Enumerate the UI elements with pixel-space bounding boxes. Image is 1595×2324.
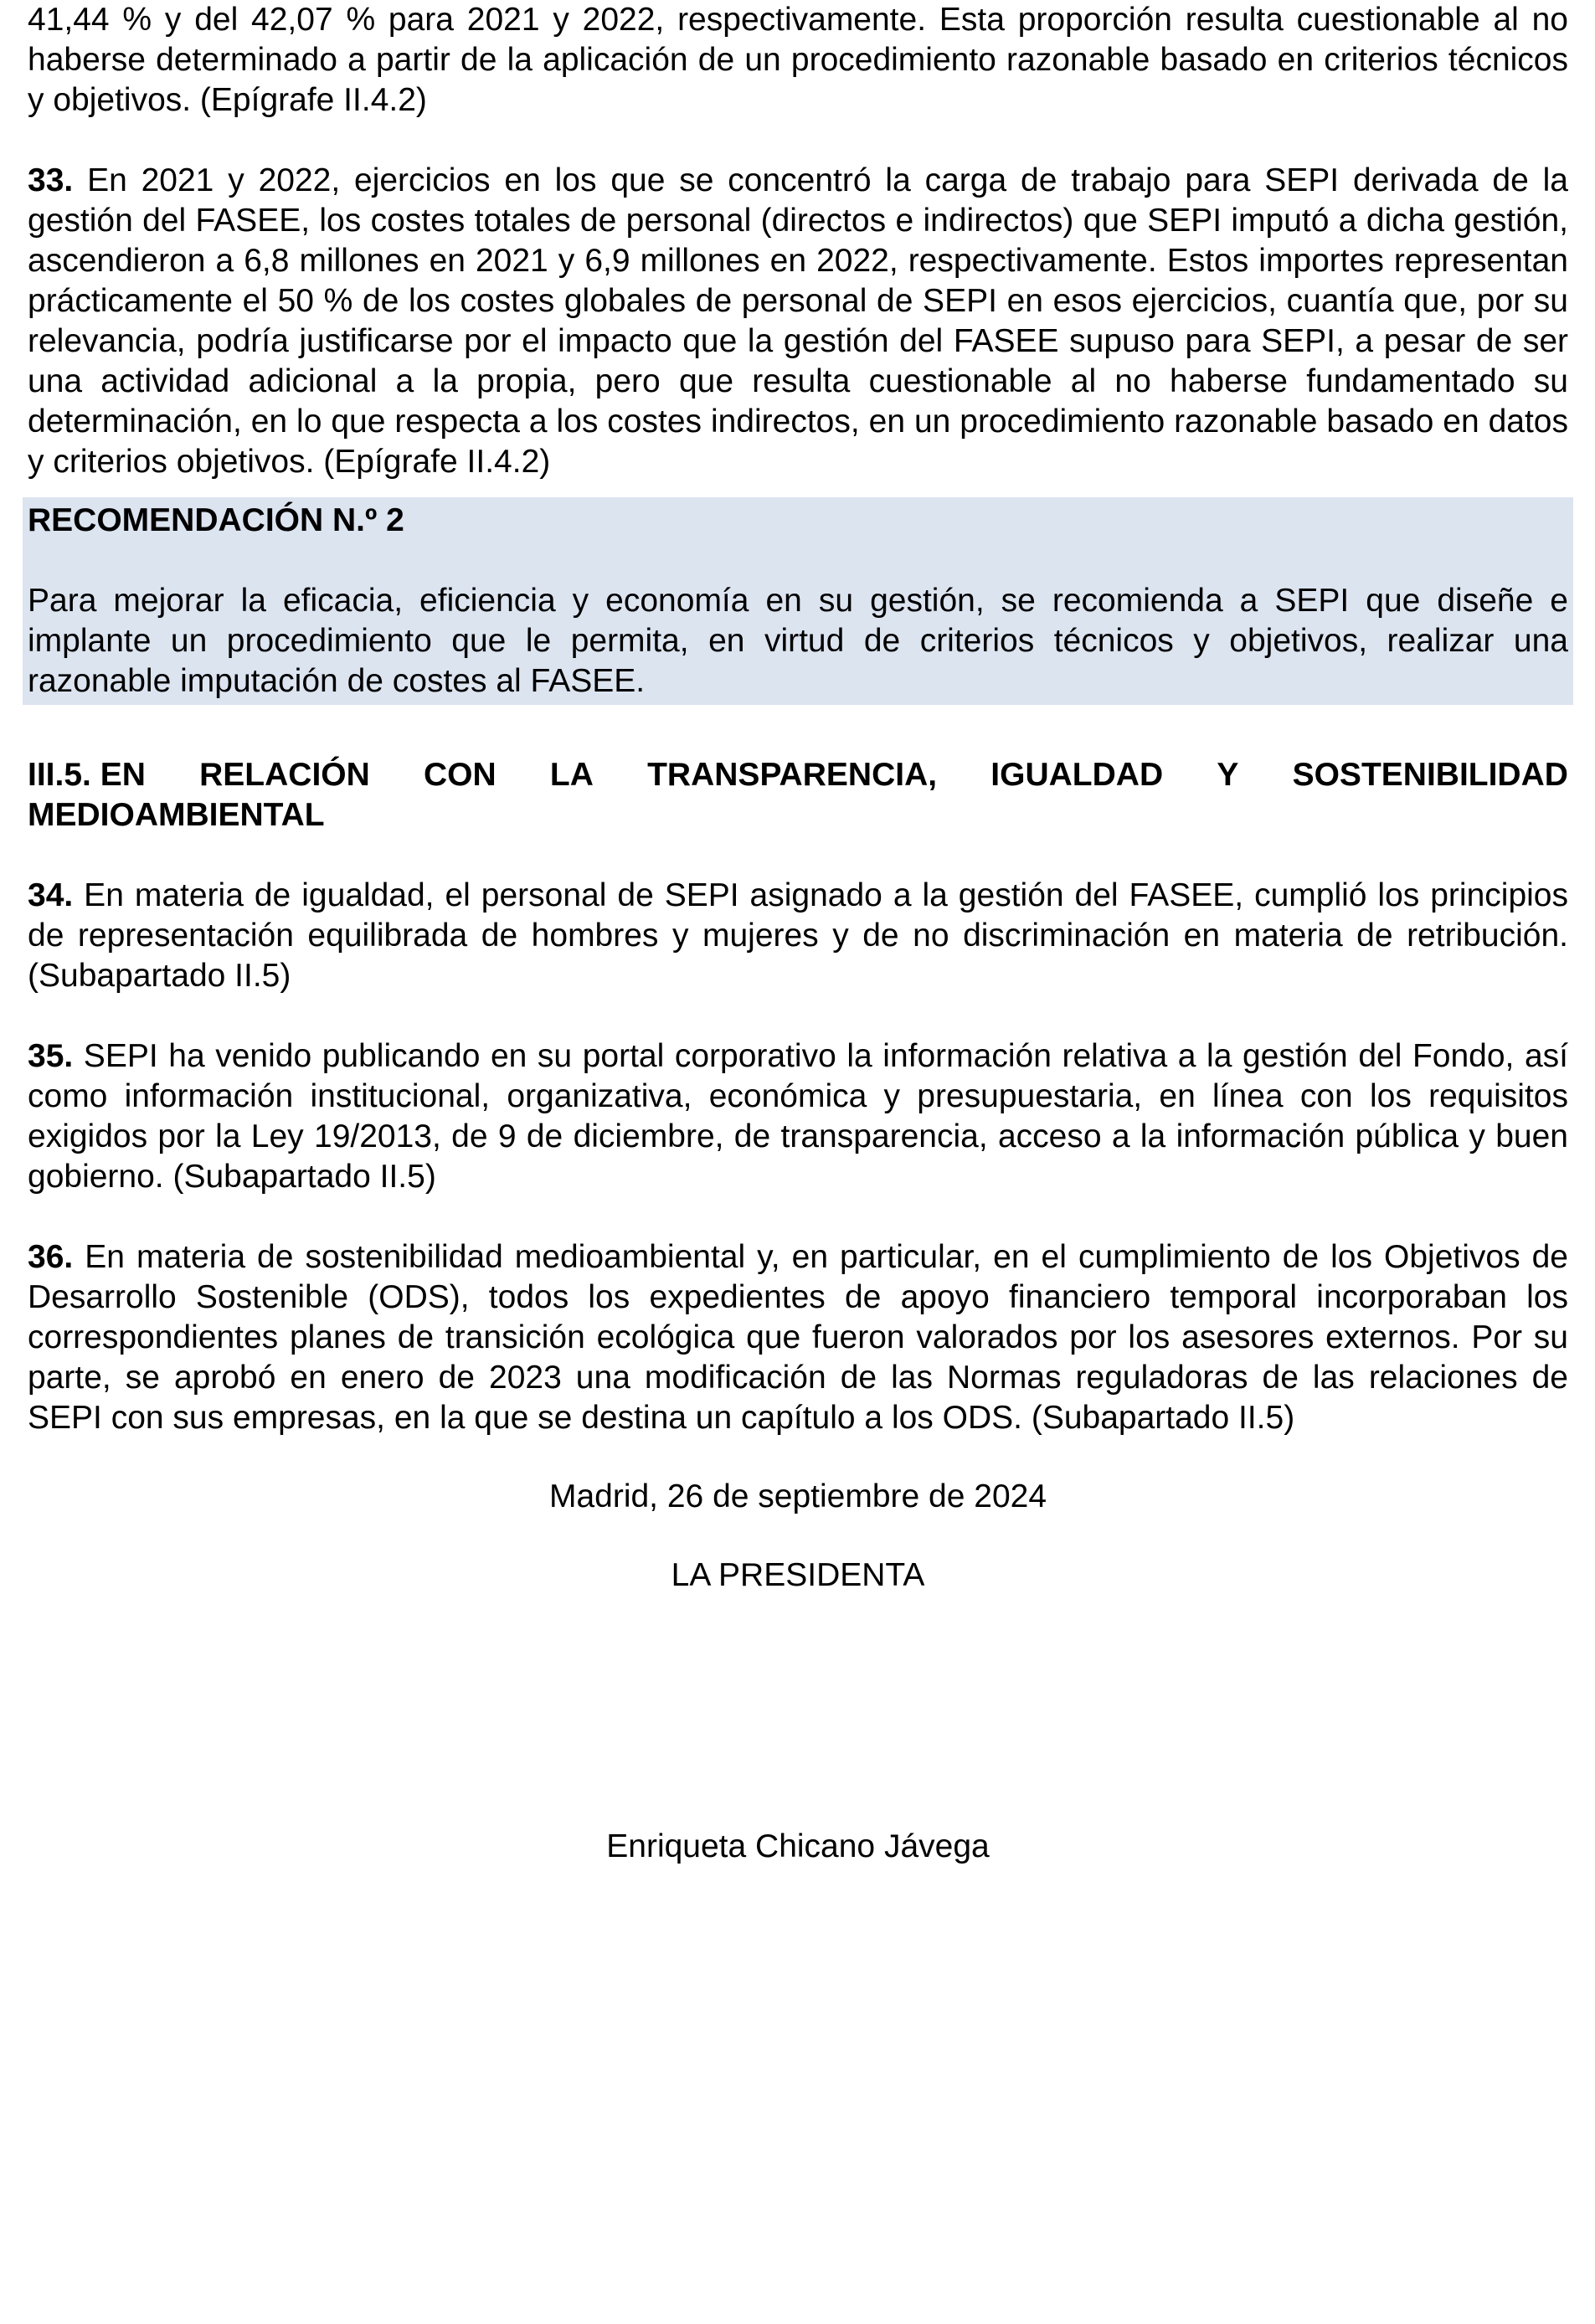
- paragraph-34: [28, 876, 1568, 996]
- place-date: Madrid, 26 de septiembre de 2024: [548, 1478, 1047, 1514]
- heading-word: CON: [424, 757, 497, 793]
- recommendation-box: [23, 497, 1573, 705]
- intro-paragraph: 41,44 % y del 42,07 % para 2021 y 2022, respectivamente. Esta proporción resulta cuestionable al no haberse determinado a partir de la aplicación de un procedimiento razonable basado en criterios técnicos y objetivos. (Epígrafe II.4.2): [28, 2, 1568, 118]
- heading-word: SOSTENIBILIDAD: [1292, 757, 1568, 793]
- recommendation-text: Para mejorar la eficacia, eficiencia y economía en su gestión, se recomienda a SEPI que diseñe e implante un procedimiento que le permita, en virtud de criterios técnicos y objetivos, realizar una razonable imputación de costes al FASEE.: [28, 583, 1568, 699]
- signatory-role: LA PRESIDENTA: [671, 1557, 925, 1593]
- paragraph-number: 34.: [28, 877, 74, 913]
- heading-word: LA: [549, 757, 594, 793]
- heading-word: III.5. EN: [28, 757, 146, 793]
- heading-word: RELACIÓN: [199, 757, 370, 793]
- heading-word: IGUALDAD: [990, 757, 1164, 793]
- heading-word: Y: [1217, 757, 1239, 793]
- section-heading-line2: MEDIOAMBIENTAL: [28, 797, 325, 833]
- paragraph-text: En 2021 y 2022, ejercicios en los que se concentró la carga de trabajo para SEPI derivada de la gestión del FASEE, los costes totales de personal (directos e indirectos) que SEPI imputó a dicha gestión, ascendieron a 6,8 millones en 2021 y 6,9 millones en 2022, respectivamente. Estos importes representan prácticamente el 50 % de los costes globales de personal de SEPI en esos ejercicios, cuantía que, por su relevancia, podría justificarse por el impacto que la gestión del FASEE supuso para SEPI, a pesar de ser una actividad adicional a la propia, pero que resulta cuestionable al no haberse fundamentado su determinación, en lo que respecta a los costes indirectos, en un procedimiento razonable basado en datos y criterios objetivos. (Epígrafe II.4.2): [28, 162, 1568, 480]
- paragraph-text: En materia de igualdad, el personal de SEPI asignado a la gestión del FASEE, cumplió los principios de representación equilibrada de hombres y mujeres y de no discriminación en materia de retribución. (Subapartado II.5): [28, 877, 1568, 994]
- paragraph-number: 33.: [28, 162, 74, 198]
- document-page: [28, 0, 1568, 1867]
- paragraph-text: SEPI ha venido publicando en su portal corporativo la información relativa a la gestión del Fondo, así como información institucional, organizativa, económica y presupuestaria, en línea con los requisitos exigidos por la Ley 19/2013, de 9 de diciembre, de transparencia, acceso a la información pública y buen gobierno. (Subapartado II.5): [28, 1038, 1568, 1195]
- paragraph-text: En materia de sostenibilidad medioambiental y, en particular, en el cumplimiento de los Objetivos de Desarrollo Sostenible (ODS), todos los expedientes de apoyo financiero temporal incorporaban los correspondientes planes de transición ecológica que fueron valorados por los asesores externos. Por su parte, se aprobó en enero de 2023 una modificación de las Normas reguladoras de las relaciones de SEPI con sus empresas, en la que se destina un capítulo a los ODS. (Subapartado II.5): [28, 1239, 1568, 1436]
- section-heading: [28, 755, 1568, 836]
- section-heading-line1: [28, 755, 1568, 795]
- recommendation-title: RECOMENDACIÓN N.º 2: [28, 502, 404, 538]
- paragraph-36: [28, 1237, 1568, 1438]
- paragraph-35: [28, 1036, 1568, 1197]
- paragraph-number: 35.: [28, 1038, 74, 1074]
- signatory-name: Enriqueta Chicano Jávega: [606, 1828, 990, 1864]
- paragraph-number: 36.: [28, 1239, 74, 1275]
- heading-word: TRANSPARENCIA,: [647, 757, 938, 793]
- paragraph-33: [28, 161, 1568, 482]
